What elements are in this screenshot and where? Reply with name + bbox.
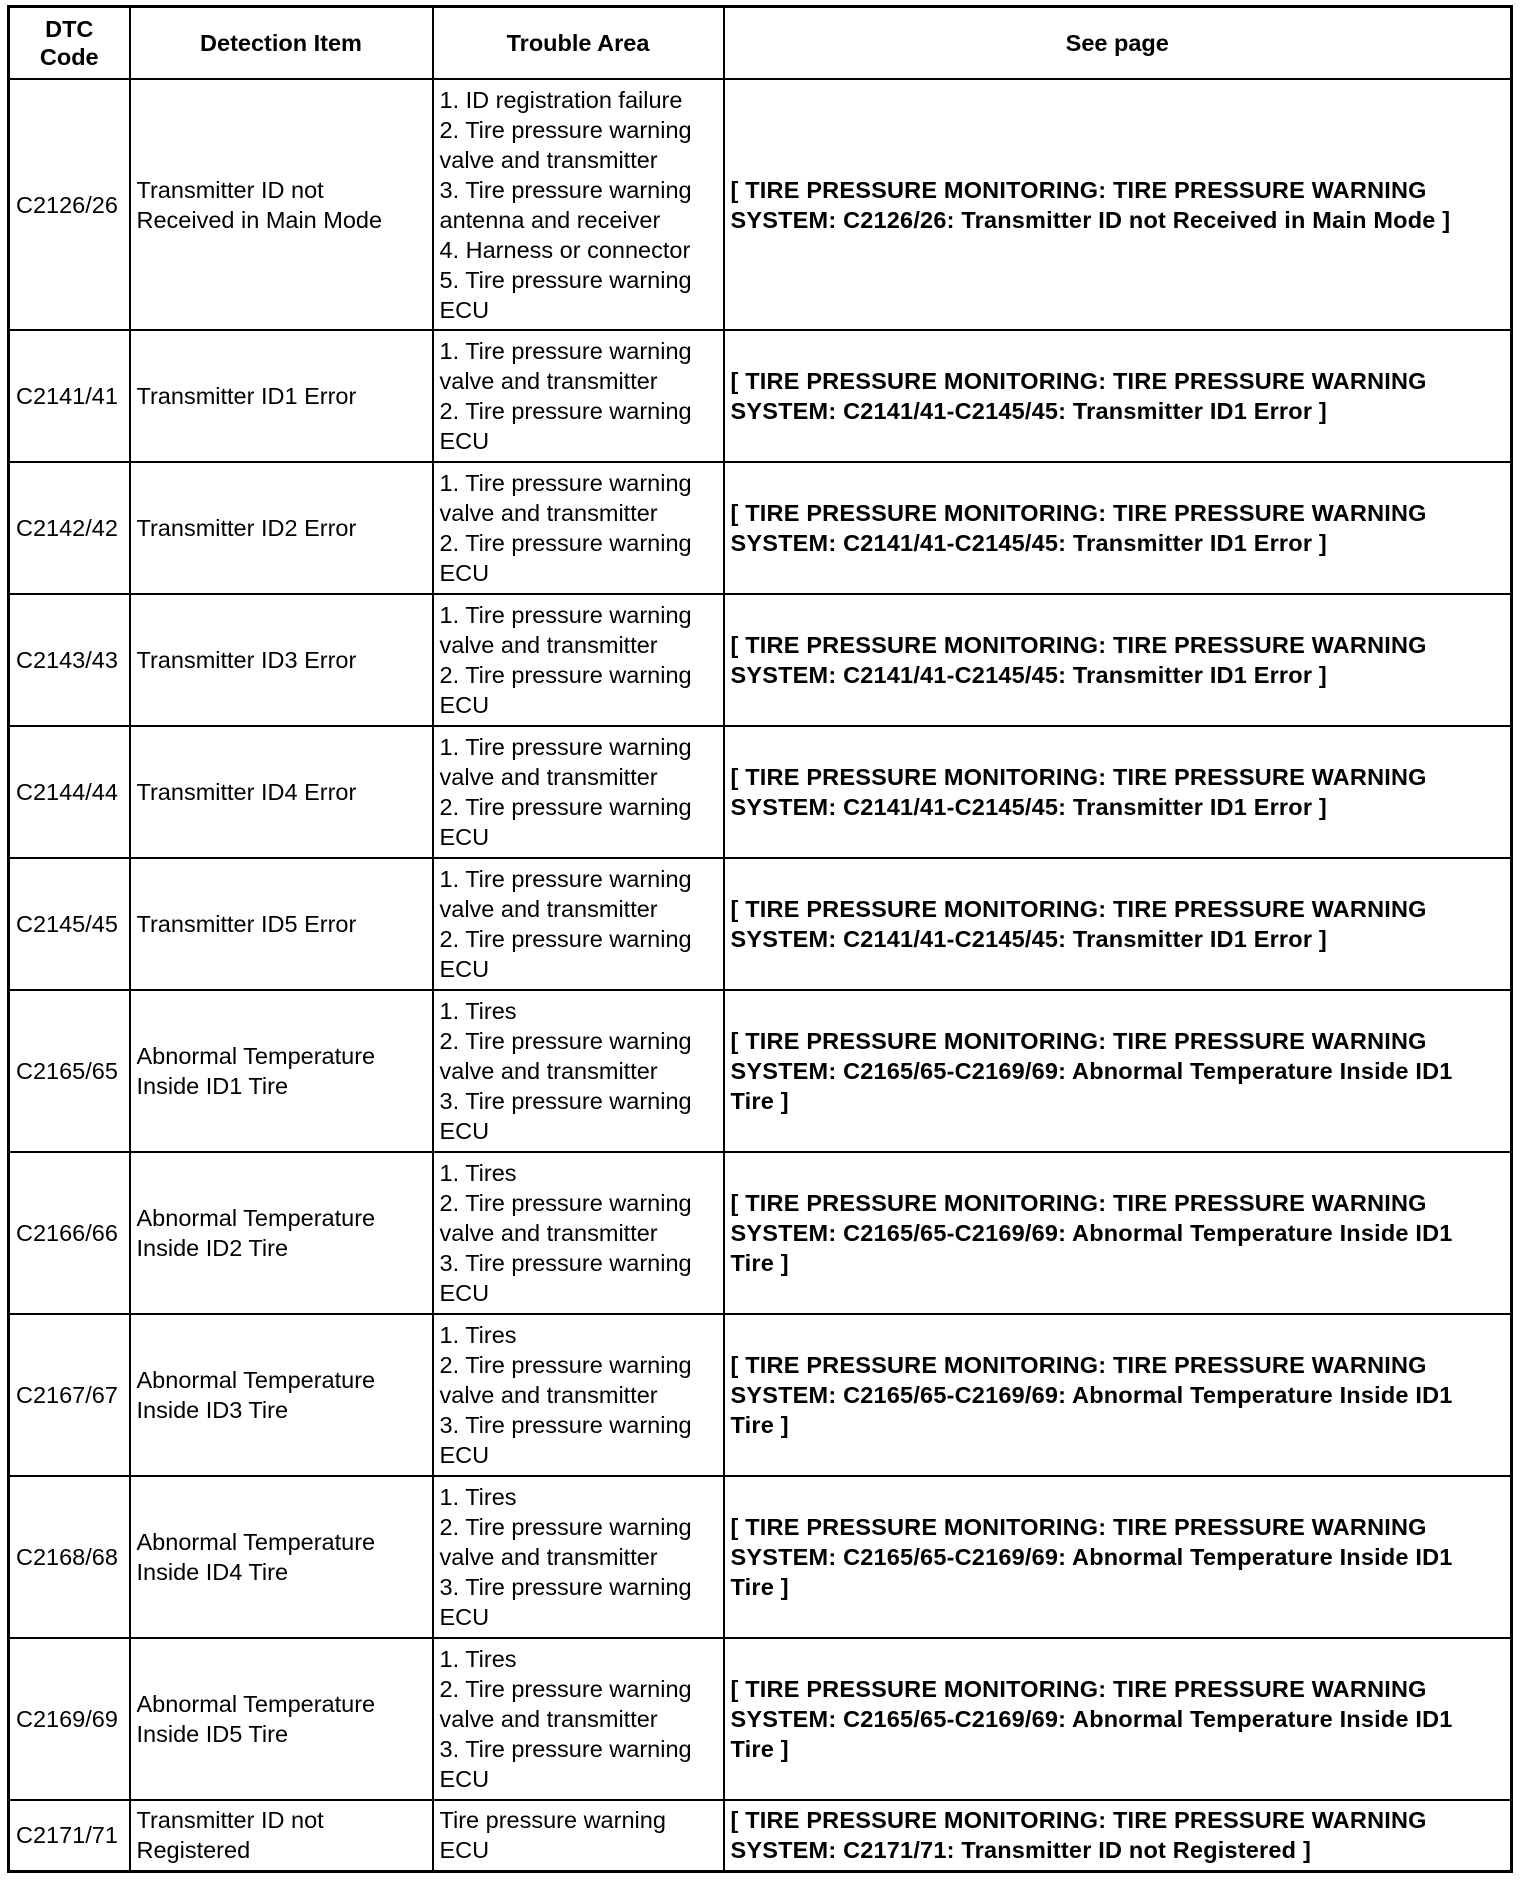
- trouble-area-line: ECU: [439, 1442, 490, 1468]
- detection-item-cell: [130, 79, 433, 330]
- table-body: [9, 79, 1512, 1871]
- trouble-area-line: 1. Tires: [439, 1322, 517, 1348]
- detection-item-line: Abnormal Temperature: [136, 1367, 376, 1393]
- trouble-area-line: antenna and receiver: [439, 206, 661, 233]
- trouble-area-cell: [433, 1152, 724, 1314]
- trouble-area-line: 1. Tires: [439, 1646, 517, 1672]
- trouble-area-line: ECU: [439, 1280, 490, 1306]
- table-row: [9, 858, 1512, 990]
- see-page-line: [ TIRE PRESSURE MONITORING: TIRE PRESSURE WARNING: [730, 896, 1427, 922]
- header-dtc-code: [9, 7, 130, 80]
- see-page-link[interactable]: [724, 594, 1512, 726]
- see-page-line: [ TIRE PRESSURE MONITORING: TIRE PRESSURE WARNING: [730, 1676, 1427, 1702]
- trouble-area-cell: [433, 330, 724, 462]
- see-page-line: [ TIRE PRESSURE MONITORING: TIRE PRESSURE WARNING: [730, 1807, 1427, 1834]
- see-page-line: [ TIRE PRESSURE MONITORING: TIRE PRESSURE WARNING: [730, 764, 1427, 790]
- trouble-area-line: valve and transmitter: [439, 1058, 658, 1084]
- trouble-area-cell: [433, 79, 724, 330]
- trouble-area-cell: [433, 990, 724, 1152]
- table-row: [9, 726, 1512, 858]
- trouble-area-cell: [433, 1638, 724, 1800]
- see-page-link[interactable]: [724, 1638, 1512, 1800]
- detection-item-cell: [130, 990, 433, 1152]
- header-row: [9, 7, 1512, 80]
- dtc-code-cell: C2171/71: [9, 1800, 130, 1871]
- dtc-code-cell: C2167/67: [9, 1314, 130, 1476]
- trouble-area-line: 3. Tire pressure warning: [439, 1088, 692, 1114]
- trouble-area-line: 3. Tire pressure warning: [439, 1736, 692, 1762]
- detection-item-cell: [130, 330, 433, 462]
- trouble-area-line: ECU: [439, 1118, 490, 1144]
- detection-item-line: Transmitter ID1 Error: [136, 383, 357, 409]
- detection-item-line: Inside ID1 Tire: [136, 1073, 289, 1099]
- see-page-line: [ TIRE PRESSURE MONITORING: TIRE PRESSURE WARNING: [730, 1514, 1427, 1540]
- trouble-area-line: 3. Tire pressure warning: [439, 1574, 692, 1600]
- trouble-area-line: ECU: [439, 428, 490, 454]
- header-dtc-code-line1: DTC: [45, 16, 94, 42]
- detection-item-cell: [130, 1152, 433, 1314]
- see-page-line: SYSTEM: C2165/65-C2169/69: Abnormal Temperature Inside ID1: [730, 1544, 1453, 1570]
- table-row: [9, 594, 1512, 726]
- dtc-code-cell: C2169/69: [9, 1638, 130, 1800]
- trouble-area-line: valve and transmitter: [439, 368, 658, 394]
- trouble-area-line: ECU: [439, 560, 490, 586]
- trouble-area-cell: [433, 858, 724, 990]
- header-dtc-code-line2: Code: [39, 44, 99, 70]
- table-row: [9, 330, 1512, 462]
- trouble-area-cell: [433, 462, 724, 594]
- detection-item-cell: [130, 1638, 433, 1800]
- trouble-area-line: ECU: [439, 1604, 490, 1630]
- trouble-area-line: 1. Tire pressure warning: [439, 602, 692, 628]
- see-page-line: Tire ]: [730, 1574, 789, 1600]
- trouble-area-line: Tire pressure warning: [439, 1807, 666, 1834]
- detection-item-cell: [130, 1800, 433, 1871]
- trouble-area-line: valve and transmitter: [439, 500, 658, 526]
- table-row: [9, 1800, 1512, 1871]
- see-page-line: SYSTEM: C2141/41-C2145/45: Transmitter ID1 Error ]: [730, 530, 1327, 556]
- detection-item-line: Transmitter ID2 Error: [136, 515, 357, 541]
- header-see-page: See page: [724, 7, 1512, 80]
- trouble-area-line: 2. Tire pressure warning: [439, 794, 692, 820]
- trouble-area-line: valve and transmitter: [439, 896, 658, 922]
- see-page-line: SYSTEM: C2171/71: Transmitter ID not Registered ]: [730, 1837, 1311, 1864]
- dtc-code-cell: C2144/44: [9, 726, 130, 858]
- trouble-area-line: 1. Tire pressure warning: [439, 470, 692, 496]
- see-page-line: [ TIRE PRESSURE MONITORING: TIRE PRESSURE WARNING: [730, 1028, 1427, 1054]
- see-page-link[interactable]: [724, 858, 1512, 990]
- trouble-area-line: 2. Tire pressure warning: [439, 1514, 692, 1540]
- trouble-area-line: 2. Tire pressure warning: [439, 1676, 692, 1702]
- detection-item-line: Inside ID4 Tire: [136, 1559, 289, 1585]
- dtc-code-cell: C2145/45: [9, 858, 130, 990]
- detection-item-line: Transmitter ID4 Error: [136, 779, 357, 805]
- trouble-area-line: 1. Tire pressure warning: [439, 338, 692, 364]
- see-page-link[interactable]: [724, 990, 1512, 1152]
- trouble-area-line: 1. Tires: [439, 998, 517, 1024]
- see-page-link[interactable]: [724, 1800, 1512, 1871]
- detection-item-line: Transmitter ID5 Error: [136, 911, 357, 937]
- trouble-area-cell: [433, 1314, 724, 1476]
- see-page-line: SYSTEM: C2141/41-C2145/45: Transmitter ID1 Error ]: [730, 398, 1327, 424]
- see-page-line: SYSTEM: C2141/41-C2145/45: Transmitter ID1 Error ]: [730, 794, 1327, 820]
- trouble-area-line: 2. Tire pressure warning: [439, 662, 692, 688]
- detection-item-line: Inside ID3 Tire: [136, 1397, 289, 1423]
- trouble-area-line: valve and transmitter: [439, 146, 658, 173]
- trouble-area-line: 2. Tire pressure warning: [439, 116, 692, 143]
- dtc-code-cell: C2143/43: [9, 594, 130, 726]
- trouble-area-line: ECU: [439, 1766, 490, 1792]
- see-page-line: Tire ]: [730, 1250, 789, 1276]
- header-detection-item: Detection Item: [130, 7, 433, 80]
- detection-item-cell: [130, 1314, 433, 1476]
- see-page-link[interactable]: [724, 1314, 1512, 1476]
- trouble-area-line: valve and transmitter: [439, 1706, 658, 1732]
- see-page-link[interactable]: [724, 79, 1512, 330]
- trouble-area-line: valve and transmitter: [439, 1220, 658, 1246]
- dtc-code-cell: C2168/68: [9, 1476, 130, 1638]
- trouble-area-line: 2. Tire pressure warning: [439, 398, 692, 424]
- trouble-area-cell: [433, 594, 724, 726]
- trouble-area-line: 2. Tire pressure warning: [439, 1028, 692, 1054]
- trouble-area-line: ECU: [439, 692, 490, 718]
- see-page-line: [ TIRE PRESSURE MONITORING: TIRE PRESSURE WARNING: [730, 500, 1427, 526]
- see-page-line: [ TIRE PRESSURE MONITORING: TIRE PRESSURE WARNING: [730, 1352, 1427, 1378]
- see-page-link[interactable]: [724, 330, 1512, 462]
- detection-item-cell: [130, 726, 433, 858]
- see-page-link[interactable]: [724, 462, 1512, 594]
- dtc-code-cell: C2141/41: [9, 330, 130, 462]
- detection-item-line: Inside ID2 Tire: [136, 1235, 289, 1261]
- see-page-link[interactable]: [724, 1152, 1512, 1314]
- trouble-area-cell: [433, 1476, 724, 1638]
- dtc-code-cell: C2165/65: [9, 990, 130, 1152]
- see-page-line: SYSTEM: C2126/26: Transmitter ID not Received in Main Mode ]: [730, 206, 1451, 233]
- trouble-area-line: 3. Tire pressure warning: [439, 1412, 692, 1438]
- trouble-area-line: valve and transmitter: [439, 1382, 658, 1408]
- see-page-line: [ TIRE PRESSURE MONITORING: TIRE PRESSURE WARNING: [730, 176, 1427, 203]
- detection-item-line: Transmitter ID3 Error: [136, 647, 357, 673]
- table-row: [9, 79, 1512, 330]
- trouble-area-line: valve and transmitter: [439, 632, 658, 658]
- trouble-area-line: 4. Harness or connector: [439, 236, 691, 263]
- table-row: [9, 1314, 1512, 1476]
- trouble-area-line: ECU: [439, 296, 490, 323]
- trouble-area-line: 1. Tire pressure warning: [439, 866, 692, 892]
- see-page-link[interactable]: [724, 726, 1512, 858]
- trouble-area-line: 1. Tire pressure warning: [439, 734, 692, 760]
- see-page-line: SYSTEM: C2141/41-C2145/45: Transmitter ID1 Error ]: [730, 926, 1327, 952]
- see-page-line: Tire ]: [730, 1412, 789, 1438]
- table-row: [9, 462, 1512, 594]
- trouble-area-line: valve and transmitter: [439, 1544, 658, 1570]
- table-row: [9, 990, 1512, 1152]
- detection-item-line: Transmitter ID not: [136, 176, 324, 203]
- detection-item-cell: [130, 594, 433, 726]
- see-page-line: [ TIRE PRESSURE MONITORING: TIRE PRESSURE WARNING: [730, 368, 1427, 394]
- detection-item-line: Abnormal Temperature: [136, 1043, 376, 1069]
- detection-item-line: Received in Main Mode: [136, 206, 383, 233]
- detection-item-line: Abnormal Temperature: [136, 1691, 376, 1717]
- trouble-area-line: 5. Tire pressure warning: [439, 266, 692, 293]
- detection-item-line: Abnormal Temperature: [136, 1205, 376, 1231]
- detection-item-cell: [130, 462, 433, 594]
- table-row: [9, 1152, 1512, 1314]
- see-page-line: SYSTEM: C2165/65-C2169/69: Abnormal Temperature Inside ID1: [730, 1706, 1453, 1732]
- see-page-line: [ TIRE PRESSURE MONITORING: TIRE PRESSURE WARNING: [730, 1190, 1427, 1216]
- detection-item-line: Registered: [136, 1837, 251, 1864]
- see-page-line: [ TIRE PRESSURE MONITORING: TIRE PRESSURE WARNING: [730, 632, 1427, 658]
- see-page-line: SYSTEM: C2165/65-C2169/69: Abnormal Temperature Inside ID1: [730, 1220, 1453, 1246]
- header-trouble-area: Trouble Area: [433, 7, 724, 80]
- trouble-area-line: ECU: [439, 824, 490, 850]
- table-row: [9, 1476, 1512, 1638]
- detection-item-cell: [130, 858, 433, 990]
- see-page-line: SYSTEM: C2141/41-C2145/45: Transmitter ID1 Error ]: [730, 662, 1327, 688]
- table-row: [9, 1638, 1512, 1800]
- trouble-area-line: 3. Tire pressure warning: [439, 176, 692, 203]
- see-page-line: SYSTEM: C2165/65-C2169/69: Abnormal Temperature Inside ID1: [730, 1382, 1453, 1408]
- see-page-line: Tire ]: [730, 1736, 789, 1762]
- see-page-link[interactable]: [724, 1476, 1512, 1638]
- trouble-area-cell: [433, 1800, 724, 1871]
- trouble-area-line: 1. Tires: [439, 1160, 517, 1186]
- dtc-code-cell: C2166/66: [9, 1152, 130, 1314]
- see-page-line: Tire ]: [730, 1088, 789, 1114]
- see-page-line: SYSTEM: C2165/65-C2169/69: Abnormal Temperature Inside ID1: [730, 1058, 1453, 1084]
- trouble-area-line: 1. ID registration failure: [439, 86, 683, 113]
- dtc-table: [7, 5, 1513, 1873]
- trouble-area-line: 2. Tire pressure warning: [439, 530, 692, 556]
- detection-item-line: Inside ID5 Tire: [136, 1721, 289, 1747]
- trouble-area-line: valve and transmitter: [439, 764, 658, 790]
- detection-item-line: Transmitter ID not: [136, 1807, 324, 1834]
- trouble-area-line: 2. Tire pressure warning: [439, 1352, 692, 1378]
- trouble-area-line: ECU: [439, 956, 490, 982]
- detection-item-line: Abnormal Temperature: [136, 1529, 376, 1555]
- trouble-area-line: 1. Tires: [439, 1484, 517, 1510]
- trouble-area-line: 2. Tire pressure warning: [439, 926, 692, 952]
- dtc-code-cell: C2126/26: [9, 79, 130, 330]
- trouble-area-line: 2. Tire pressure warning: [439, 1190, 692, 1216]
- dtc-code-cell: C2142/42: [9, 462, 130, 594]
- detection-item-cell: [130, 1476, 433, 1638]
- trouble-area-line: 3. Tire pressure warning: [439, 1250, 692, 1276]
- trouble-area-cell: [433, 726, 724, 858]
- trouble-area-line: ECU: [439, 1837, 490, 1864]
